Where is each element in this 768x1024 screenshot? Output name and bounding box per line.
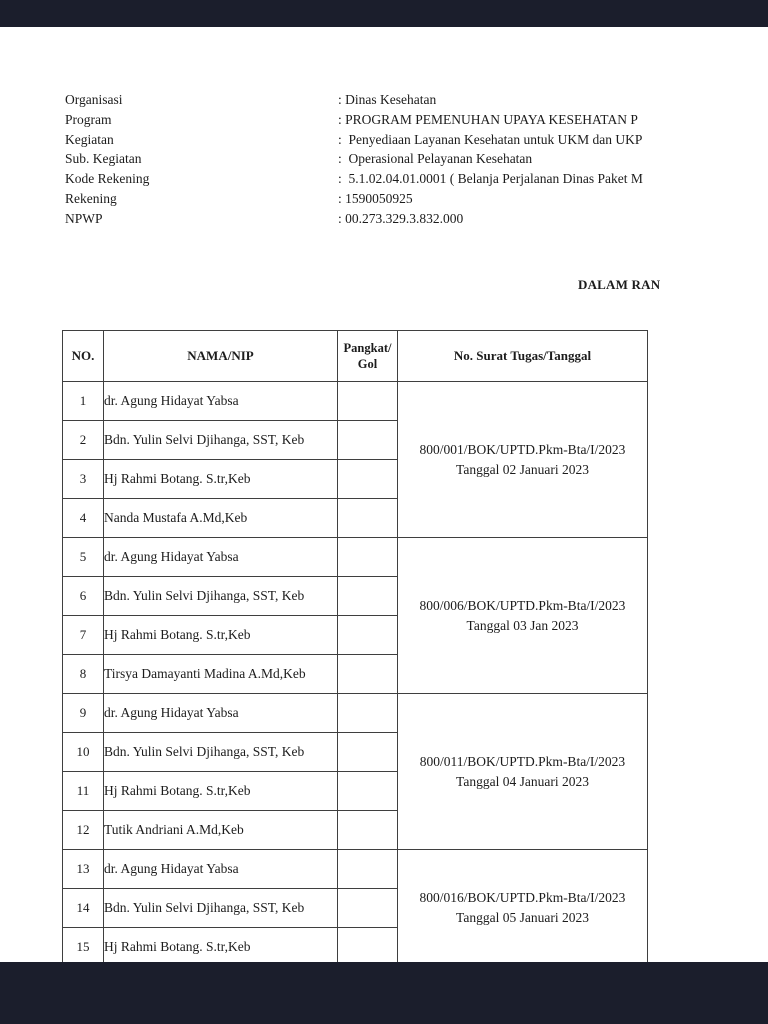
no-cell: 10 <box>63 733 104 772</box>
pangkat-cell <box>338 538 398 577</box>
surat-tanggal: Tanggal 04 Januari 2023 <box>456 773 589 789</box>
nama-cell: Hj Rahmi Botang. S.tr,Keb <box>104 616 338 655</box>
table-row <box>63 850 648 889</box>
nama-cell: Tirsya Damayanti Madina A.Md,Keb <box>104 655 338 694</box>
surat-group-cell <box>398 850 648 967</box>
field-value: : PROGRAM PEMENUHAN UPAYA KESEHATAN P <box>338 111 638 127</box>
no-cell: 3 <box>63 460 104 499</box>
letterbox-top <box>0 0 768 27</box>
nama-cell: dr. Agung Hidayat Yabsa <box>104 694 338 733</box>
nama-cell: Bdn. Yulin Selvi Djihanga, SST, Keb <box>104 421 338 460</box>
pangkat-cell <box>338 811 398 850</box>
no-cell: 5 <box>63 538 104 577</box>
no-cell: 15 <box>63 928 104 967</box>
header-nama-nip: NAMA/NIP <box>104 331 338 382</box>
nama-cell: Bdn. Yulin Selvi Djihanga, SST, Keb <box>104 733 338 772</box>
pangkat-cell <box>338 421 398 460</box>
surat-group-cell <box>398 382 648 538</box>
document-page <box>0 27 768 962</box>
pangkat-cell <box>338 655 398 694</box>
table-header-row <box>63 331 648 382</box>
no-cell: 4 <box>63 499 104 538</box>
field-value: : 5.1.02.04.01.0001 ( Belanja Perjalanan Dinas Paket M <box>338 171 643 187</box>
field-label: Rekening <box>65 190 117 206</box>
info-row-program <box>65 110 643 130</box>
header-pangkat-gol <box>338 331 398 382</box>
letterbox-bottom <box>0 962 768 1024</box>
nama-cell: dr. Agung Hidayat Yabsa <box>104 382 338 421</box>
no-cell: 12 <box>63 811 104 850</box>
pangkat-cell <box>338 733 398 772</box>
info-row-rekening <box>65 189 643 209</box>
doc-info-block <box>65 90 643 229</box>
nama-cell: dr. Agung Hidayat Yabsa <box>104 538 338 577</box>
pangkat-cell <box>338 772 398 811</box>
surat-number: 800/016/BOK/UPTD.Pkm-Bta/I/2023 <box>419 890 626 906</box>
info-row-sub-kegiatan <box>65 149 643 169</box>
no-cell: 14 <box>63 889 104 928</box>
nama-cell: Hj Rahmi Botang. S.tr,Keb <box>104 772 338 811</box>
nama-cell: Nanda Mustafa A.Md,Keb <box>104 499 338 538</box>
field-label: Kode Rekening <box>65 171 150 187</box>
field-label: NPWP <box>65 210 103 226</box>
pangkat-cell <box>338 499 398 538</box>
info-row-kode-rekening <box>65 169 643 189</box>
pangkat-cell <box>338 382 398 421</box>
field-label: Organisasi <box>65 92 123 107</box>
nama-cell: Tutik Andriani A.Md,Keb <box>104 811 338 850</box>
pangkat-cell <box>338 694 398 733</box>
header-surat-tugas: No. Surat Tugas/Tanggal <box>398 331 648 382</box>
field-value: : Dinas Kesehatan <box>338 92 437 107</box>
field-value: : 00.273.329.3.832.000 <box>338 210 464 226</box>
table-row <box>63 382 648 421</box>
section-caption: DALAM RAN <box>578 277 661 292</box>
field-label: Sub. Kegiatan <box>65 151 142 167</box>
surat-tanggal: Tanggal 03 Jan 2023 <box>466 617 579 633</box>
pangkat-cell <box>338 928 398 967</box>
surat-group-cell <box>398 538 648 694</box>
table-row <box>63 694 648 733</box>
nama-cell: dr. Agung Hidayat Yabsa <box>104 850 338 889</box>
pangkat-cell <box>338 889 398 928</box>
header-pangkat-line2: Gol <box>357 357 378 371</box>
no-cell: 8 <box>63 655 104 694</box>
info-row-kegiatan <box>65 130 643 150</box>
field-value: : Operasional Pelayanan Kesehatan <box>338 151 533 167</box>
field-label: Kegiatan <box>65 131 114 147</box>
no-cell: 11 <box>63 772 104 811</box>
surat-group-cell <box>398 694 648 850</box>
surat-tanggal: Tanggal 02 Januari 2023 <box>456 461 589 477</box>
field-value: : 1590050925 <box>338 190 413 206</box>
field-value: : Penyediaan Layanan Kesehatan untuk UKM dan UKP <box>338 131 643 147</box>
no-cell: 9 <box>63 694 104 733</box>
pangkat-cell <box>338 616 398 655</box>
pangkat-cell <box>338 577 398 616</box>
nama-cell: Hj Rahmi Botang. S.tr,Keb <box>104 928 338 967</box>
assignment-table <box>62 330 648 967</box>
header-pangkat-line1: Pangkat/ <box>343 341 392 355</box>
info-row-npwp <box>65 209 643 229</box>
pangkat-cell <box>338 850 398 889</box>
no-cell: 2 <box>63 421 104 460</box>
nama-cell: Bdn. Yulin Selvi Djihanga, SST, Keb <box>104 577 338 616</box>
nama-cell: Hj Rahmi Botang. S.tr,Keb <box>104 460 338 499</box>
info-row-organisasi <box>65 90 643 110</box>
surat-number: 800/011/BOK/UPTD.Pkm-Bta/I/2023 <box>419 753 626 769</box>
no-cell: 7 <box>63 616 104 655</box>
surat-tanggal: Tanggal 05 Januari 2023 <box>456 910 589 926</box>
table-row <box>63 538 648 577</box>
no-cell: 1 <box>63 382 104 421</box>
surat-number: 800/001/BOK/UPTD.Pkm-Bta/I/2023 <box>419 441 626 457</box>
pangkat-cell <box>338 460 398 499</box>
field-label: Program <box>65 111 112 127</box>
no-cell: 6 <box>63 577 104 616</box>
nama-cell: Bdn. Yulin Selvi Djihanga, SST, Keb <box>104 889 338 928</box>
surat-number: 800/006/BOK/UPTD.Pkm-Bta/I/2023 <box>419 597 626 613</box>
no-cell: 13 <box>63 850 104 889</box>
header-no: NO. <box>63 331 104 382</box>
